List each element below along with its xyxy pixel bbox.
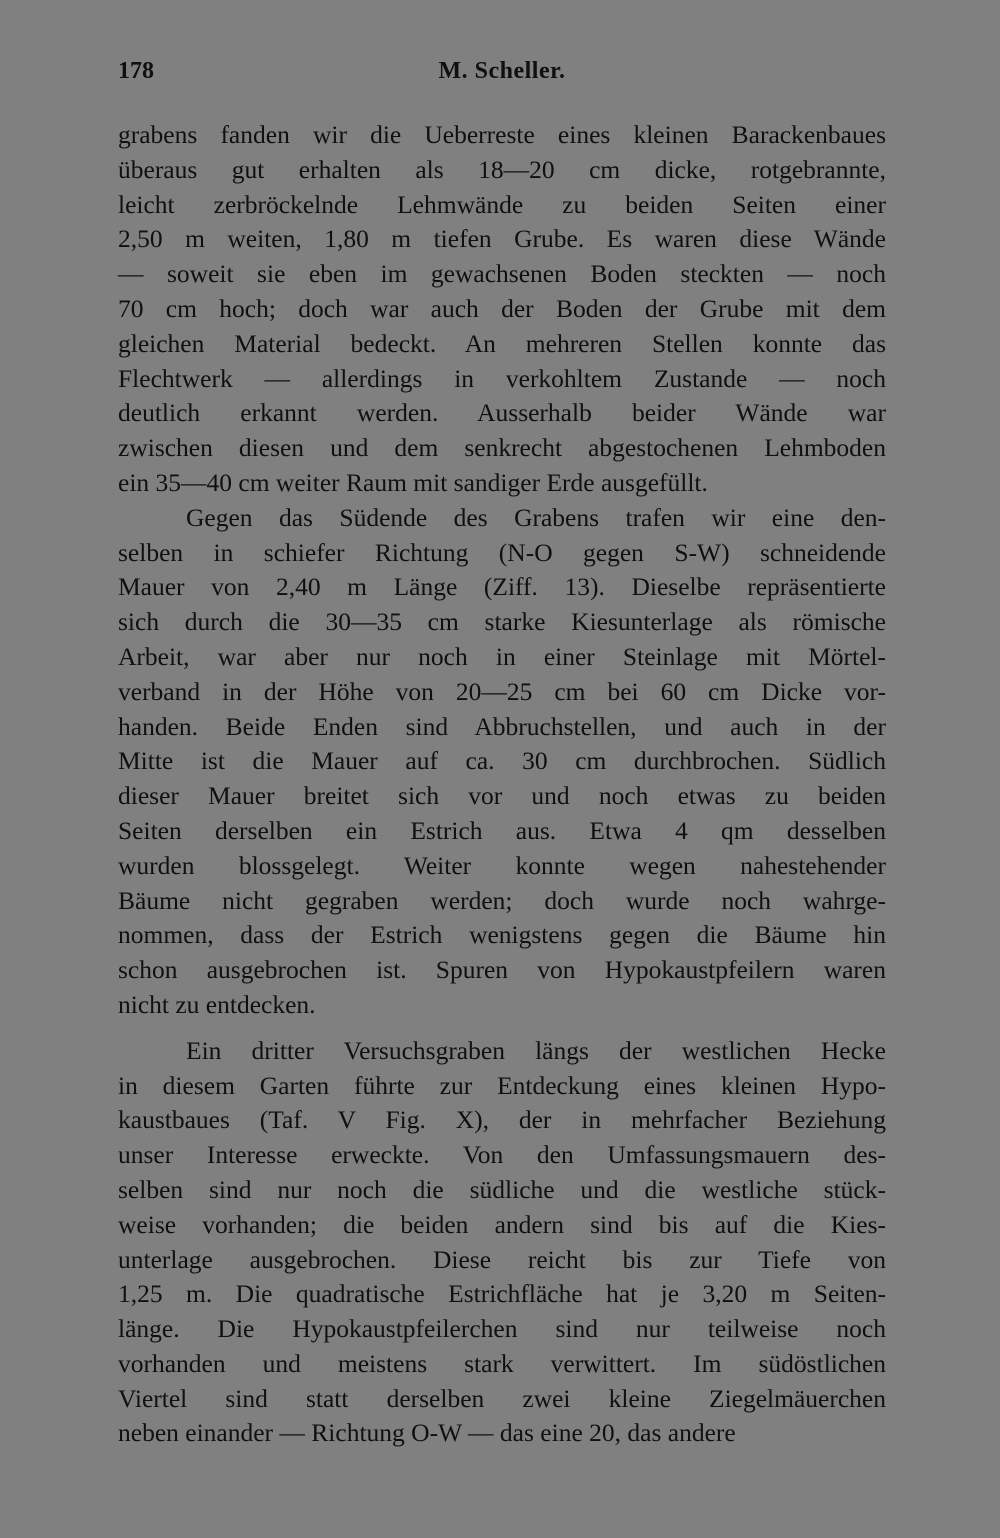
paragraph: [118, 501, 886, 1023]
text-line: 70 cm hoch; doch war auch der Boden der Grube mit dem: [118, 293, 886, 323]
body-text: [118, 118, 886, 1451]
text-line: 1,25 m. Die quadratische Estrichfläche hat je 3,20 m Seiten-: [118, 1279, 886, 1309]
text-line: dieser Mauer breitet sich vor und noch etwas zu beiden: [118, 781, 886, 811]
text-line: 2,50 m weiten, 1,80 m tiefen Grube. Es waren diese Wände: [118, 224, 886, 254]
text-line: Ein dritter Versuchsgraben längs der westlichen Hecke: [186, 1035, 886, 1065]
page-number: 178: [118, 58, 154, 84]
page-header: [118, 58, 886, 90]
text-line: handen. Beide Enden sind Abbruchstellen, und auch in der: [118, 711, 886, 741]
text-line: Arbeit, war aber nur noch in einer Steinlage mit Mörtel-: [118, 641, 886, 671]
paragraph: [118, 1034, 886, 1452]
text-line: gleichen Material bedeckt. An mehreren Stellen konnte das: [118, 328, 886, 358]
text-line: Gegen das Südende des Grabens trafen wir eine den-: [186, 502, 886, 532]
text-line: wurden blossgelegt. Weiter konnte wegen nahestehender: [118, 850, 886, 880]
text-line: weise vorhanden; die beiden andern sind bis auf die Kies-: [118, 1209, 886, 1239]
text-line: Mauer von 2,40 m Länge (Ziff. 13). Dieselbe repräsentierte: [118, 572, 886, 602]
text-line: vorhanden und meistens stark verwittert. Im südöstlichen: [118, 1348, 886, 1378]
text-line: selben in schiefer Richtung (N-O gegen S-W) schneidende: [118, 537, 886, 567]
text-line: kaustbaues (Taf. V Fig. X), der in mehrfacher Beziehung: [118, 1105, 886, 1135]
running-head: M. Scheller.: [438, 58, 566, 84]
text-line: Flechtwerk — allerdings in verkohltem Zustande — noch: [118, 363, 886, 393]
text-line: länge. Die Hypokaustpfeilerchen sind nur teilweise noch: [118, 1314, 886, 1344]
paragraph: [118, 118, 886, 501]
text-line: Seiten derselben ein Estrich aus. Etwa 4 qm desselben: [118, 815, 886, 845]
text-line: — soweit sie eben im gewachsenen Boden steckten — noch: [118, 259, 886, 289]
text-line: ein 35—40 cm weiter Raum mit sandiger Erde ausgefüllt.: [118, 467, 708, 497]
text-line: unser Interesse erweckte. Von den Umfassungsmauern des-: [118, 1140, 886, 1170]
text-line: selben sind nur noch die südliche und die westliche stück-: [118, 1174, 886, 1204]
text-line: leicht zerbröckelnde Lehmwände zu beiden Seiten einer: [118, 189, 886, 219]
text-line: zwischen diesen und dem senkrecht abgestochenen Lehmboden: [118, 433, 886, 463]
text-line: grabens fanden wir die Ueberreste eines kleinen Barackenbaues: [118, 120, 886, 149]
text-line: unterlage ausgebrochen. Diese reicht bis zur Tiefe von: [118, 1244, 886, 1274]
text-line: verband in der Höhe von 20—25 cm bei 60 cm Dicke vor-: [118, 676, 886, 706]
text-line: neben einander — Richtung O-W — das eine 20, das andere: [118, 1418, 736, 1448]
text-line: sich durch die 30—35 cm starke Kiesunterlage als römische: [118, 607, 886, 637]
text-line: nicht zu entdecken.: [118, 989, 316, 1019]
text-line: überaus gut erhalten als 18—20 cm dicke, rotgebrannte,: [118, 154, 886, 184]
text-line: in diesem Garten führte zur Entdeckung eines kleinen Hypo-: [118, 1070, 886, 1100]
text-line: Viertel sind statt derselben zwei kleine Ziegelmäuerchen: [118, 1383, 886, 1413]
text-line: deutlich erkannt werden. Ausserhalb beider Wände war: [118, 398, 886, 428]
text-line: nommen, dass der Estrich wenigstens gegen die Bäume hin: [118, 920, 886, 950]
text-line: schon ausgebrochen ist. Spuren von Hypokaustpfeilern waren: [118, 955, 886, 985]
text-line: Bäume nicht gegraben werden; doch wurde noch wahrge-: [118, 885, 886, 915]
text-line: Mitte ist die Mauer auf ca. 30 cm durchbrochen. Südlich: [118, 746, 886, 776]
paragraph-gap: [118, 1023, 886, 1034]
